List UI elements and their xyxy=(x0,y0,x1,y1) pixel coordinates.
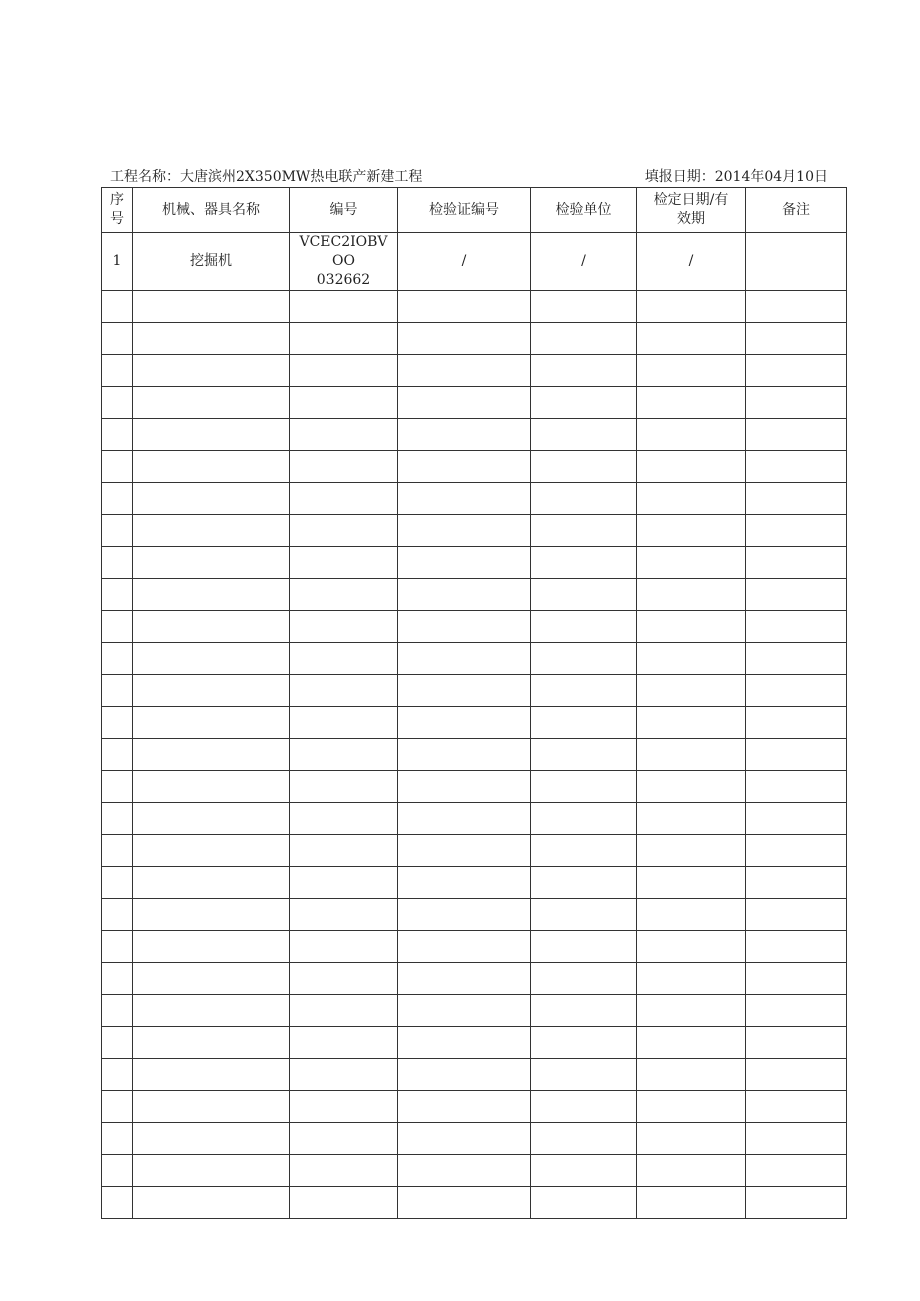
table-cell-empty xyxy=(133,451,290,483)
table-cell-empty xyxy=(398,387,531,419)
table-row-empty xyxy=(102,963,847,995)
table-cell-empty xyxy=(531,547,637,579)
table-cell-empty xyxy=(102,675,133,707)
column-header-index: 序 号 xyxy=(102,188,133,233)
table-cell-empty xyxy=(290,291,398,323)
table-cell-empty xyxy=(102,963,133,995)
table-cell-empty xyxy=(746,419,847,451)
table-cell-empty xyxy=(102,1123,133,1155)
table-row-empty xyxy=(102,643,847,675)
table-cell-empty xyxy=(133,579,290,611)
table-cell-empty xyxy=(531,931,637,963)
table-cell-empty xyxy=(637,707,746,739)
table-cell-empty xyxy=(290,995,398,1027)
table-cell-empty xyxy=(102,451,133,483)
table-cell-empty xyxy=(637,483,746,515)
table-cell-empty xyxy=(290,1123,398,1155)
table-cell-empty xyxy=(398,515,531,547)
table-row-empty xyxy=(102,803,847,835)
table-cell-empty xyxy=(290,771,398,803)
table-cell-empty xyxy=(746,867,847,899)
table-cell-empty xyxy=(637,1187,746,1219)
table-row-empty xyxy=(102,579,847,611)
table-cell-empty xyxy=(531,643,637,675)
table-cell-empty xyxy=(290,835,398,867)
table-cell-empty xyxy=(746,995,847,1027)
table-cell-empty xyxy=(398,675,531,707)
table-cell-empty xyxy=(637,1123,746,1155)
table-cell-empty xyxy=(531,803,637,835)
table-cell-empty xyxy=(102,611,133,643)
report-date: 填报日期：2014年04月10日 xyxy=(644,169,828,185)
table-cell-empty xyxy=(637,963,746,995)
form-header xyxy=(110,166,828,188)
table-cell-empty xyxy=(746,387,847,419)
table-cell-empty xyxy=(133,1155,290,1187)
table-cell-empty xyxy=(637,675,746,707)
table-cell-empty xyxy=(531,1123,637,1155)
table-cell-empty xyxy=(290,515,398,547)
table-cell-empty xyxy=(637,1059,746,1091)
table-cell-empty xyxy=(398,1155,531,1187)
table-cell-empty xyxy=(531,451,637,483)
table-cell-empty xyxy=(637,739,746,771)
project-name: 工程名称：大唐滨州2X350MW热电联产新建工程 xyxy=(110,169,423,185)
table-cell-empty xyxy=(746,1187,847,1219)
table-cell-empty xyxy=(290,707,398,739)
table-row-empty xyxy=(102,291,847,323)
table-cell-empty xyxy=(133,995,290,1027)
table-row-empty xyxy=(102,867,847,899)
table-cell-empty xyxy=(531,1091,637,1123)
table-cell-empty xyxy=(398,483,531,515)
table-cell-empty xyxy=(290,1155,398,1187)
column-header-inspection-unit: 检验单位 xyxy=(531,188,637,233)
table-cell-empty xyxy=(398,1027,531,1059)
table-cell-empty xyxy=(637,1155,746,1187)
table-cell-empty xyxy=(102,419,133,451)
table-cell-empty xyxy=(133,611,290,643)
table-cell-empty xyxy=(102,899,133,931)
table-cell-empty xyxy=(531,707,637,739)
column-header-remarks: 备注 xyxy=(746,188,847,233)
table-row-empty xyxy=(102,1059,847,1091)
table-cell-empty xyxy=(102,803,133,835)
table-cell-empty xyxy=(133,1027,290,1059)
table-cell-empty xyxy=(290,483,398,515)
table-cell-empty xyxy=(133,643,290,675)
table-cell-empty xyxy=(746,515,847,547)
table-cell-empty xyxy=(637,451,746,483)
table-cell-empty xyxy=(746,611,847,643)
table-cell-empty xyxy=(133,675,290,707)
table-cell-empty xyxy=(531,291,637,323)
table-cell-empty xyxy=(531,899,637,931)
cell-index: 1 xyxy=(102,233,133,291)
table-cell-empty xyxy=(746,803,847,835)
table-cell-empty xyxy=(746,1155,847,1187)
table-cell-empty xyxy=(102,579,133,611)
table-cell-empty xyxy=(398,419,531,451)
table-cell-empty xyxy=(102,1155,133,1187)
table-row-empty xyxy=(102,1091,847,1123)
table-cell-empty xyxy=(746,1123,847,1155)
table-cell-empty xyxy=(398,547,531,579)
table-cell-empty xyxy=(531,995,637,1027)
table-cell-empty xyxy=(290,1027,398,1059)
table-row-empty xyxy=(102,739,847,771)
table-cell-empty xyxy=(531,515,637,547)
table-cell-empty xyxy=(531,835,637,867)
table-cell-empty xyxy=(398,1059,531,1091)
table-cell-empty xyxy=(746,323,847,355)
table-row-empty xyxy=(102,515,847,547)
table-cell-empty xyxy=(290,611,398,643)
table-cell-empty xyxy=(133,899,290,931)
table-cell-empty xyxy=(531,355,637,387)
table-cell-empty xyxy=(290,899,398,931)
table-cell-empty xyxy=(398,931,531,963)
table-cell-empty xyxy=(531,1155,637,1187)
table-cell-empty xyxy=(746,1059,847,1091)
table-cell-empty xyxy=(290,387,398,419)
table-row-empty xyxy=(102,675,847,707)
table-row-empty xyxy=(102,931,847,963)
table-row-empty xyxy=(102,419,847,451)
table-row-empty xyxy=(102,483,847,515)
column-header-validity: 检定日期/有 效期 xyxy=(637,188,746,233)
table-cell-empty xyxy=(290,643,398,675)
table-cell-empty xyxy=(398,1187,531,1219)
table-row-empty xyxy=(102,547,847,579)
table-cell-empty xyxy=(637,899,746,931)
table-cell-empty xyxy=(746,707,847,739)
table-row-empty xyxy=(102,707,847,739)
table-cell-empty xyxy=(133,1187,290,1219)
table-row-empty xyxy=(102,387,847,419)
table-cell-empty xyxy=(290,739,398,771)
cell-certificate-number: / xyxy=(398,233,531,291)
table-cell-empty xyxy=(746,931,847,963)
table-cell-empty xyxy=(398,451,531,483)
table-cell-empty xyxy=(746,899,847,931)
table-cell-empty xyxy=(398,899,531,931)
table-cell-empty xyxy=(398,739,531,771)
table-cell-empty xyxy=(398,611,531,643)
table-cell-empty xyxy=(398,867,531,899)
table-cell-empty xyxy=(746,483,847,515)
table-cell-empty xyxy=(637,387,746,419)
table-cell-empty xyxy=(637,355,746,387)
table-cell-empty xyxy=(398,963,531,995)
table-cell-empty xyxy=(398,707,531,739)
table-cell-empty xyxy=(746,451,847,483)
table-cell-empty xyxy=(531,387,637,419)
table-cell-empty xyxy=(637,1091,746,1123)
table-cell-empty xyxy=(746,291,847,323)
table-cell-empty xyxy=(290,419,398,451)
table-cell-empty xyxy=(531,419,637,451)
table-cell-empty xyxy=(133,1123,290,1155)
table-row-empty xyxy=(102,1123,847,1155)
table-cell-empty xyxy=(133,835,290,867)
table-cell-empty xyxy=(133,803,290,835)
table-cell-empty xyxy=(290,867,398,899)
table-cell-empty xyxy=(637,835,746,867)
table-cell-empty xyxy=(133,1059,290,1091)
table-cell-empty xyxy=(102,867,133,899)
table-cell-empty xyxy=(398,803,531,835)
table-cell-empty xyxy=(746,1027,847,1059)
table-cell-empty xyxy=(290,931,398,963)
table-cell-empty xyxy=(398,355,531,387)
table-cell-empty xyxy=(133,323,290,355)
table-cell-empty xyxy=(102,771,133,803)
table-row xyxy=(102,233,847,291)
table-row-empty xyxy=(102,899,847,931)
cell-equipment-name: 挖掘机 xyxy=(133,233,290,291)
table-cell-empty xyxy=(531,323,637,355)
table-cell-empty xyxy=(531,483,637,515)
table-cell-empty xyxy=(637,291,746,323)
column-header-certificate-number: 检验证编号 xyxy=(398,188,531,233)
table-cell-empty xyxy=(290,803,398,835)
table-row-empty xyxy=(102,611,847,643)
table-cell-empty xyxy=(102,355,133,387)
table-cell-empty xyxy=(290,355,398,387)
table-cell-empty xyxy=(102,547,133,579)
table-row-empty xyxy=(102,995,847,1027)
table-cell-empty xyxy=(398,835,531,867)
table-cell-empty xyxy=(133,547,290,579)
table-cell-empty xyxy=(133,291,290,323)
table-cell-empty xyxy=(531,1059,637,1091)
table-cell-empty xyxy=(531,867,637,899)
table-cell-empty xyxy=(746,675,847,707)
table-cell-empty xyxy=(102,643,133,675)
table-cell-empty xyxy=(102,931,133,963)
table-cell-empty xyxy=(133,771,290,803)
table-cell-empty xyxy=(531,611,637,643)
table-cell-empty xyxy=(290,1091,398,1123)
table-cell-empty xyxy=(102,483,133,515)
table-cell-empty xyxy=(398,1123,531,1155)
column-header-code: 编号 xyxy=(290,188,398,233)
table-cell-empty xyxy=(398,323,531,355)
table-cell-empty xyxy=(746,739,847,771)
table-cell-empty xyxy=(102,1187,133,1219)
table-cell-empty xyxy=(133,867,290,899)
table-cell-empty xyxy=(102,995,133,1027)
table-cell-empty xyxy=(290,1059,398,1091)
table-cell-empty xyxy=(133,419,290,451)
table-cell-empty xyxy=(637,579,746,611)
table-cell-empty xyxy=(398,1091,531,1123)
column-header-equipment-name: 机械、器具名称 xyxy=(133,188,290,233)
table-cell-empty xyxy=(133,739,290,771)
table-cell-empty xyxy=(102,1091,133,1123)
cell-validity: / xyxy=(637,233,746,291)
table-row-empty xyxy=(102,451,847,483)
table-cell-empty xyxy=(133,387,290,419)
cell-code: VCEC2IOBVOO 032662 xyxy=(290,233,398,291)
table-row-empty xyxy=(102,1155,847,1187)
table-cell-empty xyxy=(398,579,531,611)
table-cell-empty xyxy=(637,867,746,899)
table-cell-empty xyxy=(637,803,746,835)
table-cell-empty xyxy=(398,995,531,1027)
table-cell-empty xyxy=(133,483,290,515)
table-header-row xyxy=(102,188,847,233)
table-cell-empty xyxy=(746,643,847,675)
table-cell-empty xyxy=(531,579,637,611)
table-cell-empty xyxy=(133,963,290,995)
table-cell-empty xyxy=(637,547,746,579)
table-cell-empty xyxy=(102,835,133,867)
table-cell-empty xyxy=(637,643,746,675)
table-cell-empty xyxy=(398,291,531,323)
table-cell-empty xyxy=(637,611,746,643)
cell-remarks xyxy=(746,233,847,291)
table-cell-empty xyxy=(102,707,133,739)
table-cell-empty xyxy=(746,579,847,611)
table-cell-empty xyxy=(102,1059,133,1091)
table-row-empty xyxy=(102,1187,847,1219)
table-cell-empty xyxy=(290,579,398,611)
table-cell-empty xyxy=(637,515,746,547)
table-cell-empty xyxy=(637,771,746,803)
table-cell-empty xyxy=(290,675,398,707)
cell-inspection-unit: / xyxy=(531,233,637,291)
table-cell-empty xyxy=(531,1027,637,1059)
table-cell-empty xyxy=(746,963,847,995)
table-row-empty xyxy=(102,1027,847,1059)
table-cell-empty xyxy=(637,931,746,963)
table-cell-empty xyxy=(746,771,847,803)
table-cell-empty xyxy=(531,675,637,707)
table-cell-empty xyxy=(746,355,847,387)
table-cell-empty xyxy=(133,515,290,547)
table-cell-empty xyxy=(746,1091,847,1123)
table-cell-empty xyxy=(133,707,290,739)
table-cell-empty xyxy=(102,291,133,323)
table-cell-empty xyxy=(102,387,133,419)
equipment-table xyxy=(101,187,847,1219)
table-cell-empty xyxy=(290,547,398,579)
table-cell-empty xyxy=(531,771,637,803)
table-cell-empty xyxy=(290,451,398,483)
table-cell-empty xyxy=(133,1091,290,1123)
table-row-empty xyxy=(102,323,847,355)
table-cell-empty xyxy=(637,995,746,1027)
table-cell-empty xyxy=(637,323,746,355)
table-cell-empty xyxy=(398,643,531,675)
table-cell-empty xyxy=(531,963,637,995)
table-cell-empty xyxy=(133,931,290,963)
table-cell-empty xyxy=(531,739,637,771)
table-cell-empty xyxy=(531,1187,637,1219)
table-cell-empty xyxy=(637,419,746,451)
table-cell-empty xyxy=(102,739,133,771)
table-cell-empty xyxy=(102,515,133,547)
table-cell-empty xyxy=(398,771,531,803)
table-cell-empty xyxy=(102,323,133,355)
table-row-empty xyxy=(102,355,847,387)
table-cell-empty xyxy=(133,355,290,387)
table-cell-empty xyxy=(290,1187,398,1219)
table-cell-empty xyxy=(746,835,847,867)
table-row-empty xyxy=(102,835,847,867)
table-cell-empty xyxy=(746,547,847,579)
table-cell-empty xyxy=(102,1027,133,1059)
table-cell-empty xyxy=(290,323,398,355)
table-row-empty xyxy=(102,771,847,803)
table-cell-empty xyxy=(290,963,398,995)
table-cell-empty xyxy=(637,1027,746,1059)
